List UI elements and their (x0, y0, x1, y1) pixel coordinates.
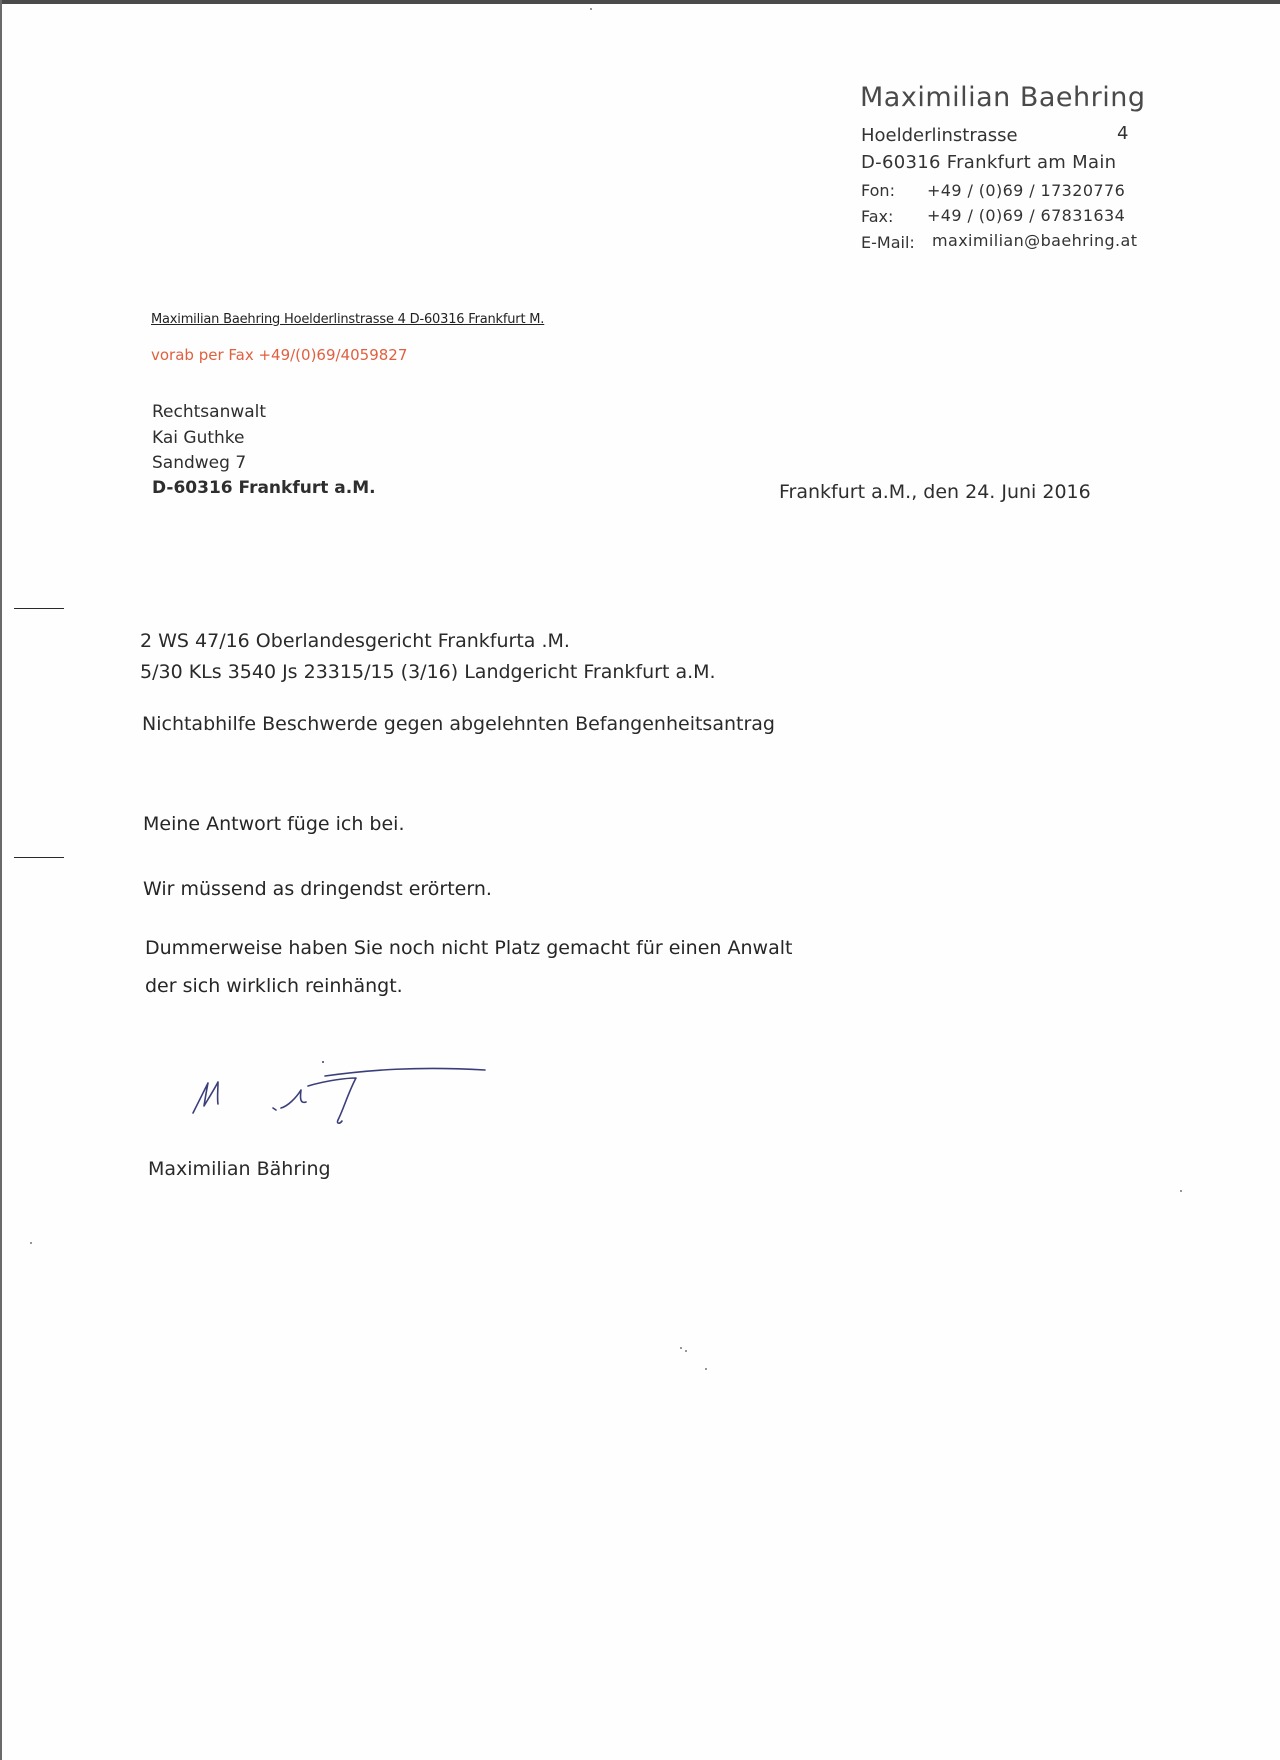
fax-label: Fax: (861, 207, 894, 226)
scan-speck (680, 1347, 682, 1349)
email-label: E-Mail: (861, 233, 915, 252)
sender-house-number: 4 (1117, 123, 1129, 144)
fold-mark-middle (14, 857, 64, 858)
reference-olg: 2 WS 47/16 Oberlandesgericht Frankfurta .M. (140, 630, 570, 652)
fold-mark-top (14, 608, 64, 609)
sender-city: D-60316 Frankfurt am Main (861, 152, 1117, 173)
fax-number: +49 / (0)69 / 67831634 (927, 206, 1126, 225)
body-paragraph-2: Wir müssend as dringendst erörtern. (143, 878, 492, 900)
scan-edge-left (0, 0, 2, 1760)
subject-line: Nichtabhilfe Beschwerde gegen abgelehnten Befangenheitsantrag (142, 713, 775, 735)
date-line: Frankfurt a.M., den 24. Juni 2016 (779, 481, 1091, 503)
scan-speck (1180, 1190, 1182, 1192)
scan-edge-top (0, 0, 1280, 4)
recipient-title: Rechtsanwalt (152, 402, 267, 422)
phone-number: +49 / (0)69 / 17320776 (927, 181, 1126, 200)
phone-label: Fon: (861, 181, 895, 200)
email-address: maximilian@baehring.at (932, 231, 1138, 250)
scan-speck (685, 1350, 687, 1352)
sender-name: Maximilian Baehring (860, 82, 1146, 113)
recipient-name: Kai Guthke (152, 428, 245, 448)
handwritten-signature (188, 1058, 488, 1138)
fax-note: vorab per Fax +49/(0)69/4059827 (151, 346, 408, 364)
body-paragraph-3-line-1: Dummerweise haben Sie noch nicht Platz gemacht für einen Anwalt (145, 937, 793, 959)
recipient-street: Sandweg 7 (152, 453, 247, 473)
recipient-city: D-60316 Frankfurt a.M. (152, 478, 376, 498)
scan-speck (30, 1242, 32, 1244)
reference-lg: 5/30 KLs 3540 Js 23315/15 (3/16) Landgericht Frankfurt a.M. (140, 661, 716, 683)
scan-speck (590, 8, 592, 10)
body-paragraph-1: Meine Antwort füge ich bei. (143, 813, 405, 835)
sender-street: Hoelderlinstrasse (861, 125, 1018, 146)
signer-name: Maximilian Bähring (148, 1158, 331, 1180)
scan-speck (705, 1368, 707, 1370)
return-address-line: Maximilian Baehring Hoelderlinstrasse 4 D-60316 Frankfurt M. (151, 312, 545, 327)
body-paragraph-3-line-2: der sich wirklich reinhängt. (145, 975, 403, 997)
